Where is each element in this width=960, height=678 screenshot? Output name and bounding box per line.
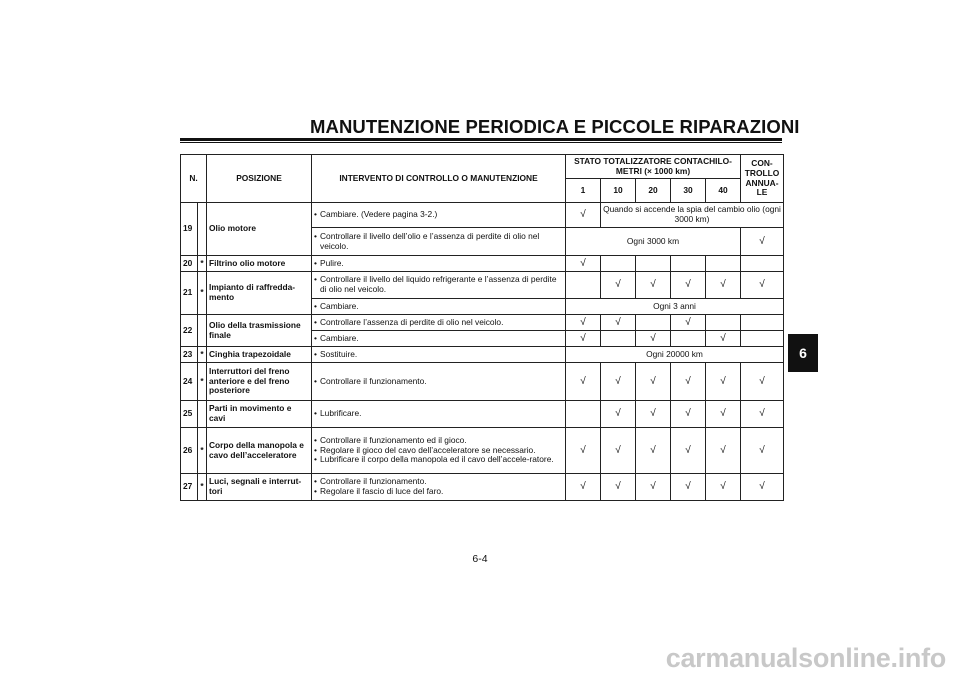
asterisk-marker: * (198, 428, 207, 474)
row-action: Cambiare. (Vedere pagina 3-2.) (320, 209, 438, 220)
bullet-icon: • (314, 408, 317, 419)
row-position: Luci, segnali e interrut-tori (207, 474, 312, 501)
table-row (181, 428, 784, 474)
row-action: Controllare il funzionamento. (320, 375, 427, 386)
header-km-20: 20 (636, 179, 671, 203)
row-position: Olio motore (207, 203, 312, 256)
row-action: Pulire. (320, 257, 344, 268)
row-number: 21 (181, 272, 198, 315)
bullet-icon: • (314, 454, 317, 465)
check-mark: √ (741, 363, 784, 401)
table-row (181, 363, 784, 401)
row-action: Lubrificare il corpo della manopola ed il cavo dell’accele-ratore. (320, 454, 554, 465)
row-number: 25 (181, 401, 198, 428)
check-mark: √ (671, 428, 706, 474)
maintenance-table (180, 154, 784, 501)
asterisk-marker: * (198, 347, 207, 363)
asterisk-marker: * (198, 256, 207, 272)
row-action: Regolare il gioco del cavo dell’acceleratore se necessario. (320, 444, 536, 455)
check-mark: √ (636, 363, 671, 401)
asterisk-marker: * (198, 363, 207, 401)
header-number: N. (181, 155, 207, 203)
check-mark: √ (706, 474, 741, 501)
bullet-icon: • (314, 209, 317, 220)
check-mark: √ (601, 474, 636, 501)
header-intervention: INTERVENTO DI CONTROLLO O MANUTENZIONE (312, 155, 566, 203)
bullet-icon: • (314, 300, 317, 311)
check-mark: √ (671, 474, 706, 501)
check-mark: √ (671, 315, 706, 331)
check-mark: √ (601, 401, 636, 428)
page-number: 6-4 (472, 553, 488, 565)
row-action: Controllare il funzionamento. (320, 476, 427, 487)
row-position: Corpo della manopola e cavo dell’acceleratore (207, 428, 312, 474)
row-number: 22 (181, 315, 198, 347)
row-note: Ogni 3 anni (566, 299, 784, 315)
bullet-icon: • (314, 257, 317, 268)
row-action: Cambiare. (320, 332, 359, 343)
header-odometer: STATO TOTALIZZATORE CONTACHILO-METRI (× 1000 km) (566, 155, 741, 179)
check-mark: √ (671, 401, 706, 428)
row-action: Controllare il livello del liquido refrigerante e l’assenza di perdite di olio nel veicolo. (320, 274, 557, 294)
bullet-icon: • (314, 486, 317, 496)
table-row (181, 272, 784, 299)
bullet-icon: • (314, 434, 317, 445)
check-mark: √ (741, 272, 784, 299)
check-mark: √ (741, 228, 784, 256)
row-action: Controllare l’assenza di perdite di olio nel veicolo. (320, 316, 504, 327)
check-mark: √ (636, 331, 671, 347)
header-position: POSIZIONE (207, 155, 312, 203)
check-mark: √ (671, 363, 706, 401)
bullet-icon: • (314, 230, 317, 241)
check-mark: √ (601, 272, 636, 299)
row-position: Olio della trasmissione finale (207, 315, 312, 347)
check-mark: √ (636, 428, 671, 474)
check-mark: √ (636, 272, 671, 299)
row-action: Sostituire. (320, 348, 358, 359)
bullet-icon: • (314, 444, 317, 455)
table-row (181, 203, 784, 228)
table-row (181, 315, 784, 331)
row-number: 20 (181, 256, 198, 272)
row-number: 19 (181, 203, 198, 256)
check-mark: √ (706, 401, 741, 428)
header-annual-check: CON-TROLLO ANNUA-LE (741, 155, 784, 203)
row-note: Ogni 3000 km (566, 228, 741, 256)
asterisk-marker: * (198, 474, 207, 501)
row-number: 23 (181, 347, 198, 363)
watermark: carmanualsonline.info (665, 643, 946, 673)
asterisk-marker: * (198, 272, 207, 315)
row-action: Controllare il funzionamento ed il gioco. (320, 434, 467, 445)
page-title: MANUTENZIONE PERIODICA E PICCOLE RIPARAZIONI (310, 116, 800, 137)
header-km-40: 40 (706, 179, 741, 203)
check-mark: √ (741, 474, 784, 501)
check-mark: √ (566, 315, 601, 331)
check-mark: √ (636, 401, 671, 428)
check-mark: √ (741, 401, 784, 428)
row-action: Controllare il livello dell’olio e l’assenza di perdite di olio nel veicolo. (320, 230, 540, 251)
check-mark: √ (706, 363, 741, 401)
title-rule-thin (180, 142, 782, 143)
row-position: Interruttori del freno anteriore e del freno posteriore (207, 363, 312, 401)
row-action: Cambiare. (320, 300, 359, 311)
table-row (181, 401, 784, 428)
check-mark: √ (566, 256, 601, 272)
bullet-icon: • (314, 375, 317, 386)
check-mark: √ (601, 363, 636, 401)
bullet-icon: • (314, 332, 317, 343)
check-mark: √ (601, 315, 636, 331)
title-rule-thick (180, 138, 782, 141)
check-mark: √ (706, 331, 741, 347)
check-mark: √ (741, 428, 784, 474)
bullet-icon: • (314, 476, 317, 487)
check-mark: √ (566, 363, 601, 401)
bullet-icon: • (314, 348, 317, 359)
check-mark: √ (671, 272, 706, 299)
check-mark: √ (566, 203, 601, 228)
row-number: 26 (181, 428, 198, 474)
check-mark: √ (601, 428, 636, 474)
check-mark: √ (706, 428, 741, 474)
check-mark: √ (636, 474, 671, 501)
check-mark: √ (566, 428, 601, 474)
row-number: 24 (181, 363, 198, 401)
row-action: Lubrificare. (320, 408, 362, 419)
bullet-icon: • (314, 274, 317, 285)
header-km-10: 10 (601, 179, 636, 203)
table-row (181, 347, 784, 363)
chapter-tab: 6 (788, 334, 818, 372)
check-mark: √ (706, 272, 741, 299)
table-row (181, 474, 784, 501)
header-km-1: 1 (566, 179, 601, 203)
row-number: 27 (181, 474, 198, 501)
header-km-30: 30 (671, 179, 706, 203)
row-action: Regolare il fascio di luce del faro. (320, 486, 444, 496)
check-mark: √ (566, 331, 601, 347)
row-position: Filtrino olio motore (207, 256, 312, 272)
table-row (181, 256, 784, 272)
bullet-icon: • (314, 316, 317, 327)
row-position: Cinghia trapezoidale (207, 347, 312, 363)
row-position: Parti in movimento e cavi (207, 401, 312, 428)
check-mark: √ (566, 474, 601, 501)
row-note: Ogni 20000 km (566, 347, 784, 363)
row-position: Impianto di raffredda-mento (207, 272, 312, 315)
row-note: Quando si accende la spia del cambio olio (ogni 3000 km) (601, 203, 784, 228)
